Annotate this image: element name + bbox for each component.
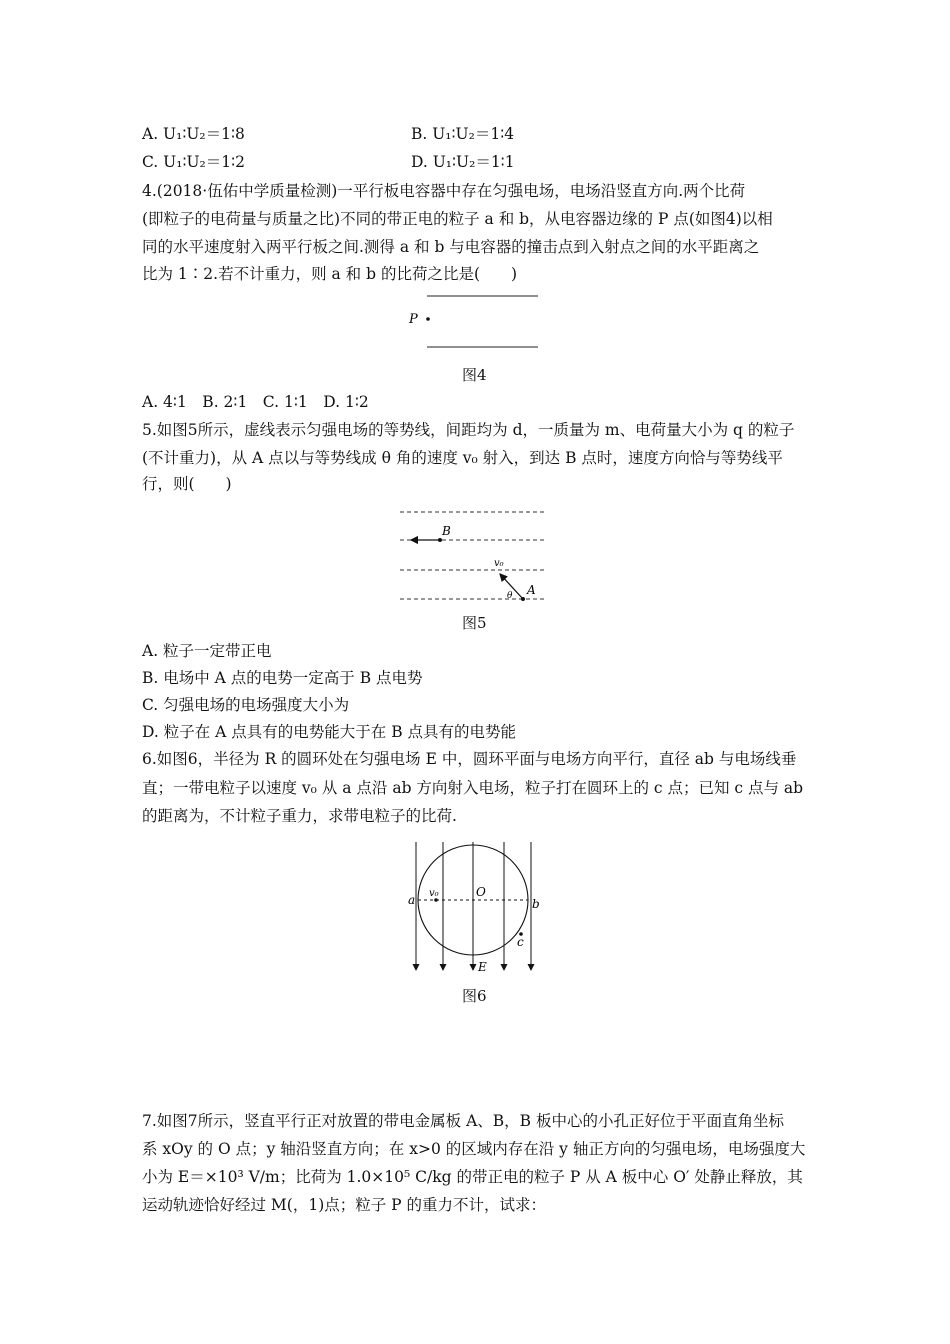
point-p-label: P [409,312,418,327]
q4-line-2: (即粒子的电荷量与质量之比)不同的带正电的粒子 a 和 b，从电容器边缘的 P 点(如图4)以相 [142,210,773,228]
point-a-label-fig6: a [408,893,416,907]
theta-label: θ [507,591,513,601]
q3-option-b: B. U₁∶U₂＝1∶4 [411,125,515,143]
figure-4-capacitor [400,288,550,356]
point-c-label: c [517,935,524,949]
point-a-label: A [527,583,536,597]
q3-option-c: C. U₁∶U₂＝1∶2 [142,153,246,171]
figure-4-caption: 图4 [462,366,487,384]
q7-line-3: 小为 E＝×10³ V/m；比荷为 1.0×10⁵ C/kg 的带正电的粒子 P 从 A 板中心 O′ 处静止释放，其 [142,1168,803,1186]
q3-option-d: D. U₁∶U₂＝1∶1 [411,153,515,171]
q5-line-3: 行，则( ) [142,475,232,493]
q7-line-4: 运动轨迹恰好经过 M(，1)点；粒子 P 的重力不计，试求： [142,1196,547,1214]
q4-line-3: 同的水平速度射入两平行板之间.测得 a 和 b 与电容器的撞击点到入射点之间的水平距离之 [142,238,760,256]
q4-line-4: 比为 1∶2.若不计重力，则 a 和 b 的比荷之比是( ) [142,265,518,283]
field-e-label: E [478,960,487,974]
point-b-label-fig6: b [532,897,540,911]
point-p-dot [426,317,430,321]
figure-5-caption: 图5 [462,614,487,632]
q5-line-2: (不计重力)，从 A 点以与等势线成 θ 角的速度 v₀ 射入，到达 B 点时，速度方向恰与等势线平 [142,449,783,467]
q7-line-1: 7.如图7所示，竖直平行正对放置的带电金属板 A、B，B 板中心的小孔正好位于平面直角坐标 [142,1112,784,1130]
q4-options: A. 4∶1 B. 2∶1 C. 1∶1 D. 1∶2 [142,393,369,411]
figure-5-equipotential [395,502,555,606]
q3-option-a: A. U₁∶U₂＝1∶8 [142,125,245,143]
q5-option-b: B. 电场中 A 点的电势一定高于 B 点电势 [142,669,423,687]
q6-line-2: 直；一带电粒子以速度 v₀ 从 a 点沿 ab 方向射入电场，粒子打在圆环上的 c 点；已知 c 点与 ab [142,779,804,797]
figure-6-caption: 图6 [462,987,487,1005]
q4-line-1: 4.(2018·伍佑中学质量检测)一平行板电容器中存在匀强电场，电场沿竖直方向.两个比荷 [142,182,746,200]
v0-label: v₀ [494,558,504,569]
point-b-label: B [442,524,451,538]
q6-line-3: 的距离为，不计粒子重力，求带电粒子的比荷. [142,807,457,825]
v0-label-fig6: v₀ [429,888,439,899]
q5-line-1: 5.如图5所示，虚线表示匀强电场的等势线，间距均为 d，一质量为 m、电荷量大小为 q 的粒子 [142,421,795,439]
q5-option-c: C. 匀强电场的电场强度大小为 [142,696,350,714]
q5-option-a: A. 粒子一定带正电 [142,642,272,660]
q7-line-2: 系 xOy 的 O 点；y 轴沿竖直方向；在 x>0 的区域内存在沿 y 轴正方向的匀强电场，电场强度大 [142,1140,806,1158]
figure-6-ring-field [405,838,555,978]
center-o-label: O [476,885,486,899]
q6-line-1: 6.如图6，半径为 R 的圆环处在匀强电场 E 中，圆环平面与电场方向平行，直径 ab 与电场线垂 [142,750,797,768]
q5-option-d: D. 粒子在 A 点具有的电势能大于在 B 点具有的电势能 [142,723,517,741]
